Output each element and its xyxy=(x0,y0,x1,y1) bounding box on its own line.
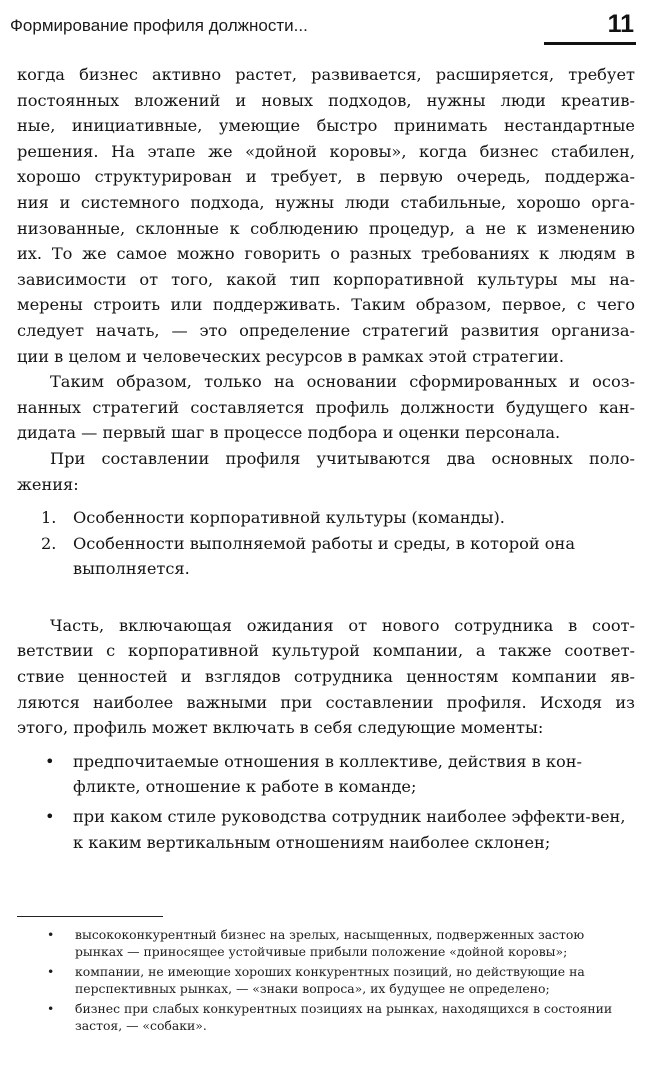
paragraph-culture xyxy=(17,613,635,741)
text-line: Таким образом, только на основании сформированных и осоз- xyxy=(50,372,635,392)
footnote-item xyxy=(17,1000,635,1034)
list-item-text: предпочитаемые отношения в коллективе, действия в кон-фликте, отношение к работе в команде; xyxy=(73,751,583,797)
text-line: ния и системного подхода, нужны люди стабильные, хорошо орга- xyxy=(17,192,635,212)
list-item xyxy=(17,749,635,800)
text-line: жения: xyxy=(17,474,79,494)
paragraph-continued xyxy=(17,62,635,369)
page-header xyxy=(10,10,636,46)
footnote-text: компании, не имеющие хороших конкурентных позиций, но действующие на перспективных рынках, — «знаки вопроса», их будущее не определено; xyxy=(75,964,585,996)
list-item xyxy=(17,804,635,855)
footnote-text: высококонкурентный бизнес на зрелых, насыщенных, подверженных застою рынках — приносящее устойчивые прибыли положение «дойной коровы»; xyxy=(75,927,585,959)
footnote-text: бизнес при слабых конкурентных позициях на рынках, находящихся в состоянии застоя, — «собаки». xyxy=(75,1001,613,1033)
page-number: 11 xyxy=(607,10,634,38)
footnote-bullet: • xyxy=(47,927,55,942)
text-line: этого, профиль может включать в себя следующие моменты: xyxy=(17,718,544,738)
text-line: нанных стратегий составляется профиль должности будущего кан- xyxy=(17,397,635,417)
list-item-text: Особенности корпоративной культуры (команды). xyxy=(73,508,505,528)
text-line: когда бизнес активно растет, развивается, расширяется, требует xyxy=(17,65,635,84)
footnote-rule xyxy=(17,916,163,917)
header-rule xyxy=(544,42,636,45)
text-line: постоянных вложений и новых подходов, нужны люди креатив- xyxy=(17,90,635,110)
footnote-list xyxy=(17,926,635,1034)
text-line: решения. На этапе же «дойной коровы», когда бизнес стабилен, xyxy=(17,141,635,161)
bullet-marker: • xyxy=(45,807,55,827)
bullet-list xyxy=(17,749,635,855)
footnote-bullet: • xyxy=(47,964,55,979)
paragraph-strategy xyxy=(17,369,635,446)
text-line: ляются наиболее важными при составлении профиля. Исходя из xyxy=(17,692,635,712)
footnotes xyxy=(17,926,635,1037)
text-line: ствие ценностей и взглядов сотрудника ценностям компании яв- xyxy=(17,667,635,687)
numbered-list xyxy=(17,505,635,582)
text-line: При составлении профиля учитываются два основных поло- xyxy=(50,448,635,468)
list-item xyxy=(17,531,635,582)
text-line: ветствии с корпоративной культурой компании, а также соответ- xyxy=(17,641,635,661)
list-item xyxy=(17,505,635,531)
text-line: мерены строить или поддерживать. Таким образом, первое, с чего xyxy=(17,295,635,315)
text-line: Часть, включающая ожидания от нового сотрудника в соот- xyxy=(50,615,635,635)
text-line: зависимости от того, какой тип корпоративной культуры мы на- xyxy=(17,269,635,289)
footnote-item xyxy=(17,963,635,997)
text-line: их. То же самое можно говорить о разных требованиях к людям в xyxy=(17,244,635,264)
list-number: 2. xyxy=(41,533,57,553)
text-line: хорошо структурирован и требует, в первую очередь, поддержа- xyxy=(17,167,635,187)
running-title: Формирование профиля должности... xyxy=(10,16,308,35)
bullet-marker: • xyxy=(45,751,55,771)
footnote-item xyxy=(17,926,635,960)
text-line: ные, инициативные, умеющие быстро принимать нестандартные xyxy=(17,116,635,136)
footnote-bullet: • xyxy=(47,1001,55,1016)
list-item-text: Особенности выполняемой работы и среды, в которой она выполняется. xyxy=(73,533,575,579)
text-line: следует начать, — это определение стратегий развития организа- xyxy=(17,320,635,340)
list-item-text: при каком стиле руководства сотрудник наиболее эффекти-вен, к каким вертикальным отношениям наиболее склонен; xyxy=(73,807,626,852)
section-gap xyxy=(17,582,635,613)
body-text xyxy=(17,62,635,859)
list-number: 1. xyxy=(41,508,57,528)
text-line: ции в целом и человеческих ресурсов в рамках этой стратегии. xyxy=(17,346,564,366)
text-line: низованные, склонные к соблюдению процедур, а не к изменению xyxy=(17,218,635,238)
paragraph-profile-intro xyxy=(17,446,635,497)
text-line: дидата — первый шаг в процессе подбора и оценки персонала. xyxy=(17,423,561,443)
